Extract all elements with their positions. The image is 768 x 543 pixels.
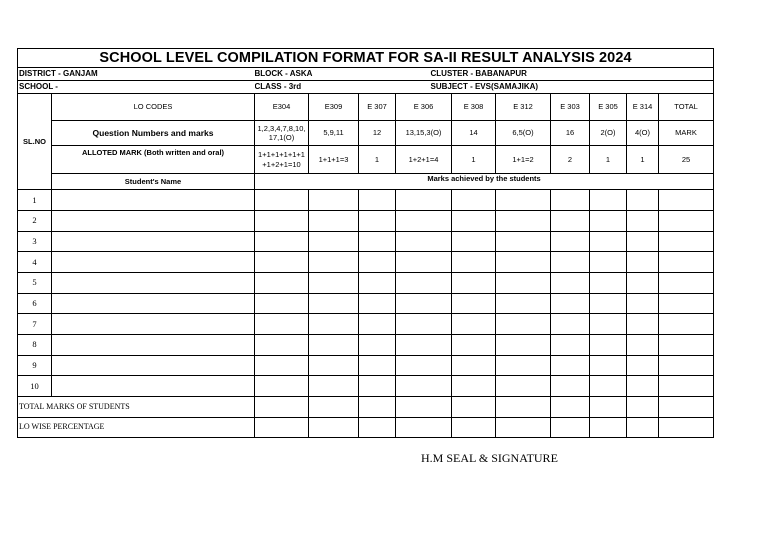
- mark-cell[interactable]: [396, 376, 452, 397]
- total-cell[interactable]: [359, 397, 396, 418]
- serial-number: 4: [18, 252, 52, 273]
- mark-cell[interactable]: [551, 231, 590, 252]
- percentage-cell[interactable]: [627, 417, 659, 438]
- subject-label: SUBJECT - EVS(SAMAJIKA): [396, 81, 714, 94]
- mark-cell[interactable]: [452, 252, 496, 273]
- mark-cell[interactable]: [659, 210, 714, 231]
- question-cell-3: 13,15,3(O): [396, 121, 452, 146]
- percentage-cell[interactable]: [590, 417, 627, 438]
- mark-cell[interactable]: [590, 190, 627, 211]
- school-label: SCHOOL -: [18, 81, 255, 94]
- mark-cell[interactable]: [590, 252, 627, 273]
- cluster-label: CLUSTER - BABANAPUR: [396, 68, 714, 81]
- mark-cell[interactable]: [659, 376, 714, 397]
- mark-cell[interactable]: [496, 334, 551, 355]
- alloted-mark-cell-0: 1+1+1+1+1+1 +1+2+1=10: [255, 146, 309, 174]
- mark-cell[interactable]: [396, 314, 452, 335]
- mark-cell[interactable]: [452, 355, 496, 376]
- mark-cell[interactable]: [496, 252, 551, 273]
- serial-number: 2: [18, 210, 52, 231]
- mark-cell[interactable]: [309, 190, 359, 211]
- percentage-cell[interactable]: [309, 417, 359, 438]
- mark-cell[interactable]: [627, 293, 659, 314]
- mark-cell[interactable]: [590, 314, 627, 335]
- mark-cell[interactable]: [255, 252, 309, 273]
- mark-cell[interactable]: [551, 376, 590, 397]
- mark-cell[interactable]: [309, 376, 359, 397]
- student-name-cell[interactable]: [52, 210, 255, 231]
- mark-cell[interactable]: [452, 210, 496, 231]
- mark-cell[interactable]: [396, 355, 452, 376]
- question-cell-2: 12: [359, 121, 396, 146]
- mark-cell[interactable]: [551, 272, 590, 293]
- lo-code-cell-9: TOTAL: [659, 94, 714, 121]
- alloted-mark-cell-6: 2: [551, 146, 590, 174]
- lo-code-cell-3: E 306: [396, 94, 452, 121]
- student-row: [18, 314, 714, 335]
- alloted-mark-cell-5: 1+1=2: [496, 146, 551, 174]
- mark-cell[interactable]: [359, 231, 396, 252]
- student-row: [18, 376, 714, 397]
- question-cell-4: 14: [452, 121, 496, 146]
- mark-cell[interactable]: [496, 210, 551, 231]
- mark-cell[interactable]: [396, 293, 452, 314]
- question-numbers-label: Question Numbers and marks: [52, 121, 255, 146]
- mark-cell[interactable]: [496, 293, 551, 314]
- alloted-mark-cell-2: 1: [359, 146, 396, 174]
- alloted-mark-label: ALLOTED MARK (Both written and oral): [52, 146, 255, 174]
- serial-number: 6: [18, 293, 52, 314]
- mark-cell[interactable]: [452, 272, 496, 293]
- lo-code-cell-6: E 303: [551, 94, 590, 121]
- mark-cell[interactable]: [496, 355, 551, 376]
- student-row: [18, 293, 714, 314]
- total-cell[interactable]: [396, 397, 452, 418]
- mark-cell[interactable]: [659, 190, 714, 211]
- mark-cell[interactable]: [551, 314, 590, 335]
- marks-achieved-header: Marks achieved by the students: [255, 174, 714, 190]
- mark-cell[interactable]: [659, 334, 714, 355]
- mark-cell[interactable]: [551, 334, 590, 355]
- lo-code-cell-4: E 308: [452, 94, 496, 121]
- mark-cell[interactable]: [496, 272, 551, 293]
- question-cell-7: 2(O): [590, 121, 627, 146]
- question-cell-1: 5,9,11: [309, 121, 359, 146]
- percentage-cell[interactable]: [659, 417, 714, 438]
- mark-cell[interactable]: [551, 252, 590, 273]
- total-cell[interactable]: [255, 397, 309, 418]
- mark-cell[interactable]: [627, 355, 659, 376]
- sheet-title: SCHOOL LEVEL COMPILATION FORMAT FOR SA-II RESULT ANALYSIS 2024: [18, 49, 714, 68]
- serial-number: 10: [18, 376, 52, 397]
- total-marks-label: TOTAL MARKS OF STUDENTS: [18, 397, 255, 418]
- mark-cell[interactable]: [359, 190, 396, 211]
- serial-number: 1: [18, 190, 52, 211]
- mark-cell[interactable]: [255, 334, 309, 355]
- result-analysis-sheet: [17, 48, 713, 438]
- mark-cell[interactable]: [590, 355, 627, 376]
- student-row: [18, 190, 714, 211]
- student-name-cell[interactable]: [52, 252, 255, 273]
- mark-cell[interactable]: [452, 190, 496, 211]
- student-row: [18, 252, 714, 273]
- mark-cell[interactable]: [590, 334, 627, 355]
- alloted-mark-cell-1: 1+1+1=3: [309, 146, 359, 174]
- mark-cell[interactable]: [452, 231, 496, 252]
- mark-cell[interactable]: [496, 376, 551, 397]
- student-name-cell[interactable]: [52, 376, 255, 397]
- mark-cell[interactable]: [627, 272, 659, 293]
- mark-cell[interactable]: [359, 355, 396, 376]
- mark-cell[interactable]: [452, 314, 496, 335]
- alloted-mark-cell-3: 1+2+1=4: [396, 146, 452, 174]
- mark-cell[interactable]: [359, 314, 396, 335]
- student-row: [18, 355, 714, 376]
- mark-cell[interactable]: [551, 210, 590, 231]
- student-name-cell[interactable]: [52, 314, 255, 335]
- student-row: [18, 231, 714, 252]
- mark-cell[interactable]: [627, 252, 659, 273]
- mark-cell[interactable]: [396, 231, 452, 252]
- mark-cell[interactable]: [255, 210, 309, 231]
- mark-cell[interactable]: [309, 252, 359, 273]
- total-cell[interactable]: [452, 397, 496, 418]
- alloted-mark-cell-8: 1: [627, 146, 659, 174]
- slno-header: SL.NO: [18, 94, 52, 190]
- mark-cell[interactable]: [590, 376, 627, 397]
- student-name-cell[interactable]: [52, 190, 255, 211]
- total-cell[interactable]: [590, 397, 627, 418]
- alloted-mark-cell-7: 1: [590, 146, 627, 174]
- mark-cell[interactable]: [551, 355, 590, 376]
- compilation-table: [17, 48, 714, 438]
- percentage-cell[interactable]: [396, 417, 452, 438]
- mark-cell[interactable]: [659, 314, 714, 335]
- mark-cell[interactable]: [659, 231, 714, 252]
- mark-cell[interactable]: [452, 334, 496, 355]
- mark-cell[interactable]: [590, 293, 627, 314]
- mark-cell[interactable]: [255, 314, 309, 335]
- serial-number: 5: [18, 272, 52, 293]
- mark-cell[interactable]: [627, 210, 659, 231]
- lo-code-cell-1: E309: [309, 94, 359, 121]
- total-cell[interactable]: [627, 397, 659, 418]
- mark-cell[interactable]: [659, 252, 714, 273]
- mark-cell[interactable]: [590, 231, 627, 252]
- mark-cell[interactable]: [255, 293, 309, 314]
- serial-number: 8: [18, 334, 52, 355]
- mark-cell[interactable]: [309, 293, 359, 314]
- lo-code-cell-7: E 305: [590, 94, 627, 121]
- total-cell[interactable]: [551, 397, 590, 418]
- serial-number: 9: [18, 355, 52, 376]
- student-row: [18, 210, 714, 231]
- mark-cell[interactable]: [309, 334, 359, 355]
- mark-cell[interactable]: [309, 272, 359, 293]
- mark-cell[interactable]: [255, 190, 309, 211]
- student-name-cell[interactable]: [52, 272, 255, 293]
- mark-cell[interactable]: [396, 252, 452, 273]
- mark-cell[interactable]: [496, 190, 551, 211]
- mark-cell[interactable]: [590, 210, 627, 231]
- mark-cell[interactable]: [255, 376, 309, 397]
- block-label: BLOCK - ASKA: [255, 68, 396, 81]
- mark-cell[interactable]: [359, 210, 396, 231]
- mark-cell[interactable]: [396, 334, 452, 355]
- student-name-cell[interactable]: [52, 231, 255, 252]
- mark-cell[interactable]: [659, 293, 714, 314]
- question-cell-6: 16: [551, 121, 590, 146]
- student-name-cell[interactable]: [52, 355, 255, 376]
- lo-code-cell-8: E 314: [627, 94, 659, 121]
- mark-cell[interactable]: [659, 272, 714, 293]
- mark-cell[interactable]: [496, 231, 551, 252]
- mark-cell[interactable]: [627, 376, 659, 397]
- mark-cell[interactable]: [551, 190, 590, 211]
- student-name-cell[interactable]: [52, 334, 255, 355]
- mark-cell[interactable]: [627, 190, 659, 211]
- question-cell-9: MARK: [659, 121, 714, 146]
- mark-cell[interactable]: [396, 272, 452, 293]
- percentage-cell[interactable]: [496, 417, 551, 438]
- students-name-header: Student's Name: [52, 174, 255, 190]
- mark-cell[interactable]: [359, 376, 396, 397]
- percentage-cell[interactable]: [452, 417, 496, 438]
- student-row: [18, 334, 714, 355]
- mark-cell[interactable]: [496, 314, 551, 335]
- mark-cell[interactable]: [359, 293, 396, 314]
- mark-cell[interactable]: [396, 190, 452, 211]
- lo-codes-label: LO CODES: [52, 94, 255, 121]
- lo-code-cell-2: E 307: [359, 94, 396, 121]
- class-label: CLASS - 3rd: [255, 81, 396, 94]
- alloted-mark-cell-4: 1: [452, 146, 496, 174]
- percentage-cell[interactable]: [255, 417, 309, 438]
- total-cell[interactable]: [496, 397, 551, 418]
- percentage-cell[interactable]: [551, 417, 590, 438]
- mark-cell[interactable]: [309, 210, 359, 231]
- student-name-cell[interactable]: [52, 293, 255, 314]
- mark-cell[interactable]: [255, 355, 309, 376]
- district-label: DISTRICT - GANJAM: [18, 68, 255, 81]
- mark-cell[interactable]: [452, 376, 496, 397]
- mark-cell[interactable]: [359, 272, 396, 293]
- lo-code-cell-5: E 312: [496, 94, 551, 121]
- mark-cell[interactable]: [255, 272, 309, 293]
- question-cell-8: 4(O): [627, 121, 659, 146]
- student-row: [18, 272, 714, 293]
- question-cell-5: 6,5(O): [496, 121, 551, 146]
- mark-cell[interactable]: [627, 231, 659, 252]
- mark-cell[interactable]: [627, 314, 659, 335]
- serial-number: 7: [18, 314, 52, 335]
- serial-number: 3: [18, 231, 52, 252]
- total-cell[interactable]: [309, 397, 359, 418]
- mark-cell[interactable]: [309, 231, 359, 252]
- mark-cell[interactable]: [627, 334, 659, 355]
- mark-cell[interactable]: [590, 272, 627, 293]
- mark-cell[interactable]: [551, 293, 590, 314]
- hm-seal-signature: H.M SEAL & SIGNATURE: [421, 451, 558, 465]
- lo-percentage-label: LO WISE PERCENTAGE: [18, 417, 255, 438]
- mark-cell[interactable]: [396, 210, 452, 231]
- percentage-cell[interactable]: [359, 417, 396, 438]
- mark-cell[interactable]: [452, 293, 496, 314]
- mark-cell[interactable]: [659, 355, 714, 376]
- total-cell[interactable]: [659, 397, 714, 418]
- mark-cell[interactable]: [359, 252, 396, 273]
- mark-cell[interactable]: [359, 334, 396, 355]
- alloted-mark-cell-9: 25: [659, 146, 714, 174]
- mark-cell[interactable]: [309, 314, 359, 335]
- mark-cell[interactable]: [255, 231, 309, 252]
- lo-code-cell-0: E304: [255, 94, 309, 121]
- mark-cell[interactable]: [309, 355, 359, 376]
- question-cell-0: 1,2,3,4,7,8,10, 17,1(O): [255, 121, 309, 146]
